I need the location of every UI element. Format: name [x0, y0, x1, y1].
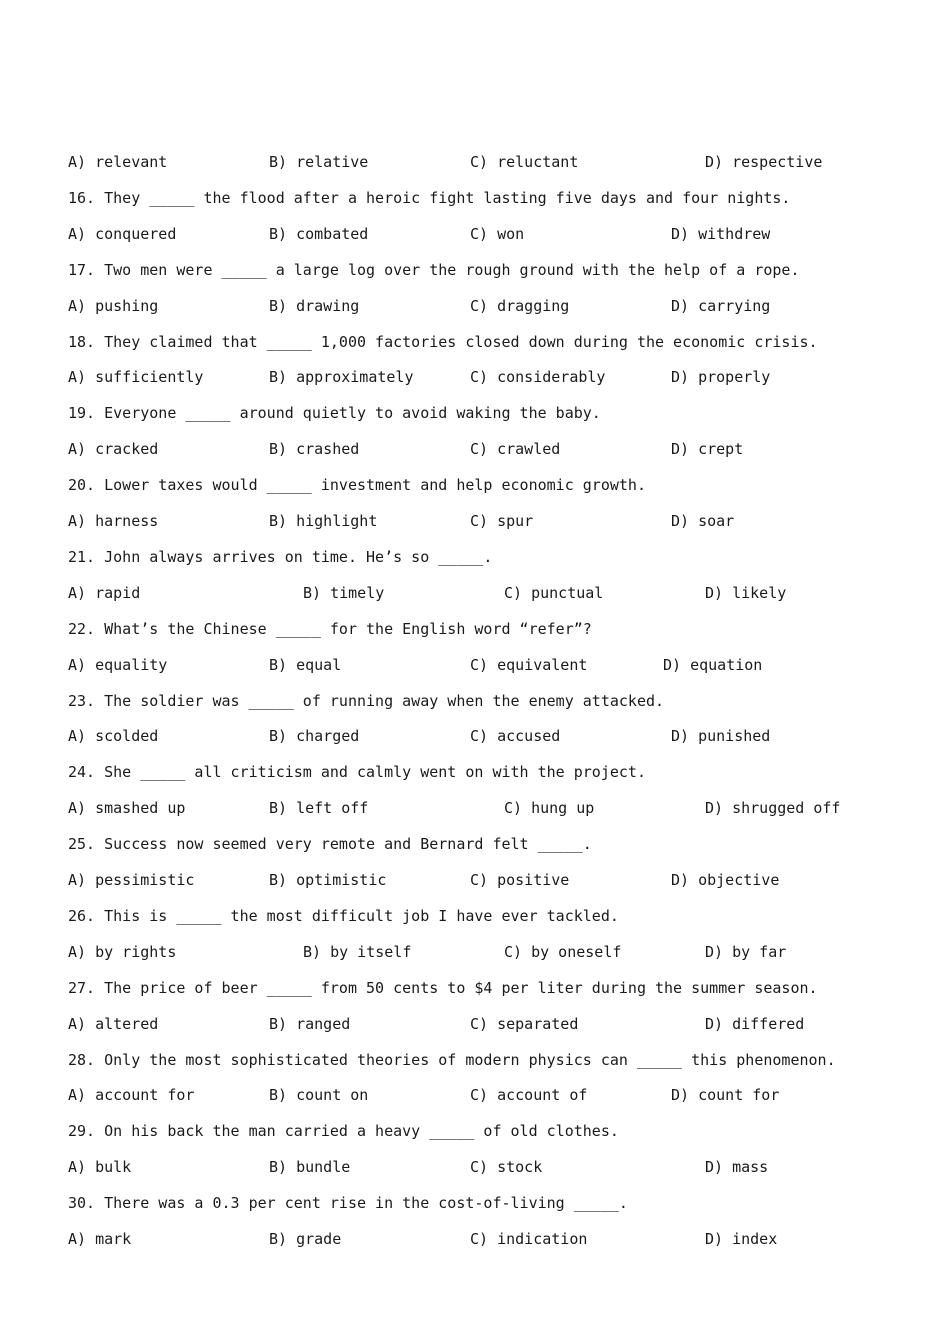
- option-d: D) crept: [671, 440, 744, 458]
- option-b: B) count on: [269, 1086, 369, 1104]
- option-b: B) charged: [269, 727, 360, 745]
- option-a: A) smashed up: [68, 799, 186, 817]
- option-c: C) won: [470, 225, 525, 243]
- question-stem: 25. Success now seemed very remote and Bernard felt _____.: [68, 835, 592, 853]
- option-a: A) pushing: [68, 297, 159, 315]
- option-a: A) sufficiently: [68, 368, 204, 386]
- option-d: D) index: [705, 1230, 778, 1248]
- option-a: A) cracked: [68, 440, 159, 458]
- option-b: B) by itself: [303, 943, 412, 961]
- option-d: D) withdrew: [671, 225, 771, 243]
- option-d: D) carrying: [671, 297, 771, 315]
- option-b: B) crashed: [269, 440, 360, 458]
- option-d: D) differed: [705, 1015, 805, 1033]
- option-a: A) by rights: [68, 943, 177, 961]
- option-c: C) reluctant: [470, 153, 579, 171]
- option-a: A) relevant: [68, 153, 168, 171]
- option-b: B) timely: [303, 584, 385, 602]
- option-b: B) grade: [269, 1230, 342, 1248]
- option-a: A) rapid: [68, 584, 141, 602]
- option-a: A) mark: [68, 1230, 132, 1248]
- question-stem: 29. On his back the man carried a heavy _____ of old clothes.: [68, 1122, 619, 1140]
- question-stem: 27. The price of beer _____ from 50 cents to $4 per liter during the summer season.: [68, 979, 818, 997]
- option-c: C) stock: [470, 1158, 543, 1176]
- option-d: D) count for: [671, 1086, 780, 1104]
- option-d: D) mass: [705, 1158, 769, 1176]
- option-d: D) objective: [671, 871, 780, 889]
- option-b: B) left off: [269, 799, 369, 817]
- option-a: A) account for: [68, 1086, 195, 1104]
- option-c: C) by oneself: [504, 943, 622, 961]
- option-d: D) properly: [671, 368, 771, 386]
- option-c: C) indication: [470, 1230, 588, 1248]
- option-d: D) likely: [705, 584, 787, 602]
- option-c: C) spur: [470, 512, 534, 530]
- question-stem: 16. They _____ the flood after a heroic fight lasting five days and four nights.: [68, 189, 791, 207]
- option-c: C) separated: [470, 1015, 579, 1033]
- question-stem: 18. They claimed that _____ 1,000 factories closed down during the economic crisis.: [68, 333, 818, 351]
- option-a: A) pessimistic: [68, 871, 195, 889]
- option-c: C) accused: [470, 727, 561, 745]
- option-a: A) conquered: [68, 225, 177, 243]
- option-a: A) altered: [68, 1015, 159, 1033]
- option-a: A) bulk: [68, 1158, 132, 1176]
- option-b: B) approximately: [269, 368, 414, 386]
- option-b: B) equal: [269, 656, 342, 674]
- option-a: A) scolded: [68, 727, 159, 745]
- option-b: B) drawing: [269, 297, 360, 315]
- question-stem: 19. Everyone _____ around quietly to avoid waking the baby.: [68, 404, 601, 422]
- option-a: A) harness: [68, 512, 159, 530]
- question-stem: 30. There was a 0.3 per cent rise in the cost-of-living _____.: [68, 1194, 628, 1212]
- option-d: D) shrugged off: [705, 799, 841, 817]
- option-c: C) punctual: [504, 584, 604, 602]
- option-c: C) crawled: [470, 440, 561, 458]
- option-c: C) equivalent: [470, 656, 588, 674]
- option-d: D) by far: [705, 943, 787, 961]
- option-b: B) bundle: [269, 1158, 351, 1176]
- option-b: B) relative: [269, 153, 369, 171]
- option-b: B) ranged: [269, 1015, 351, 1033]
- option-d: D) punished: [671, 727, 771, 745]
- option-c: C) hung up: [504, 799, 595, 817]
- option-c: C) positive: [470, 871, 570, 889]
- option-c: C) dragging: [470, 297, 570, 315]
- option-b: B) highlight: [269, 512, 378, 530]
- question-stem: 28. Only the most sophisticated theories of modern physics can _____ this phenomenon.: [68, 1051, 836, 1069]
- question-stem: 26. This is _____ the most difficult job I have ever tackled.: [68, 907, 619, 925]
- option-b: B) optimistic: [269, 871, 387, 889]
- option-a: A) equality: [68, 656, 168, 674]
- option-d: D) soar: [671, 512, 735, 530]
- option-d: D) equation: [663, 656, 763, 674]
- option-d: D) respective: [705, 153, 823, 171]
- question-stem: 20. Lower taxes would _____ investment and help economic growth.: [68, 476, 646, 494]
- option-b: B) combated: [269, 225, 369, 243]
- question-stem: 24. She _____ all criticism and calmly went on with the project.: [68, 763, 646, 781]
- question-stem: 23. The soldier was _____ of running away when the enemy attacked.: [68, 692, 665, 710]
- question-stem: 17. Two men were _____ a large log over the rough ground with the help of a rope.: [68, 261, 800, 279]
- option-c: C) account of: [470, 1086, 588, 1104]
- question-stem: 21. John always arrives on time. He’s so _____.: [68, 548, 493, 566]
- question-stem: 22. What’s the Chinese _____ for the English word “refer”?: [68, 620, 592, 638]
- option-c: C) considerably: [470, 368, 606, 386]
